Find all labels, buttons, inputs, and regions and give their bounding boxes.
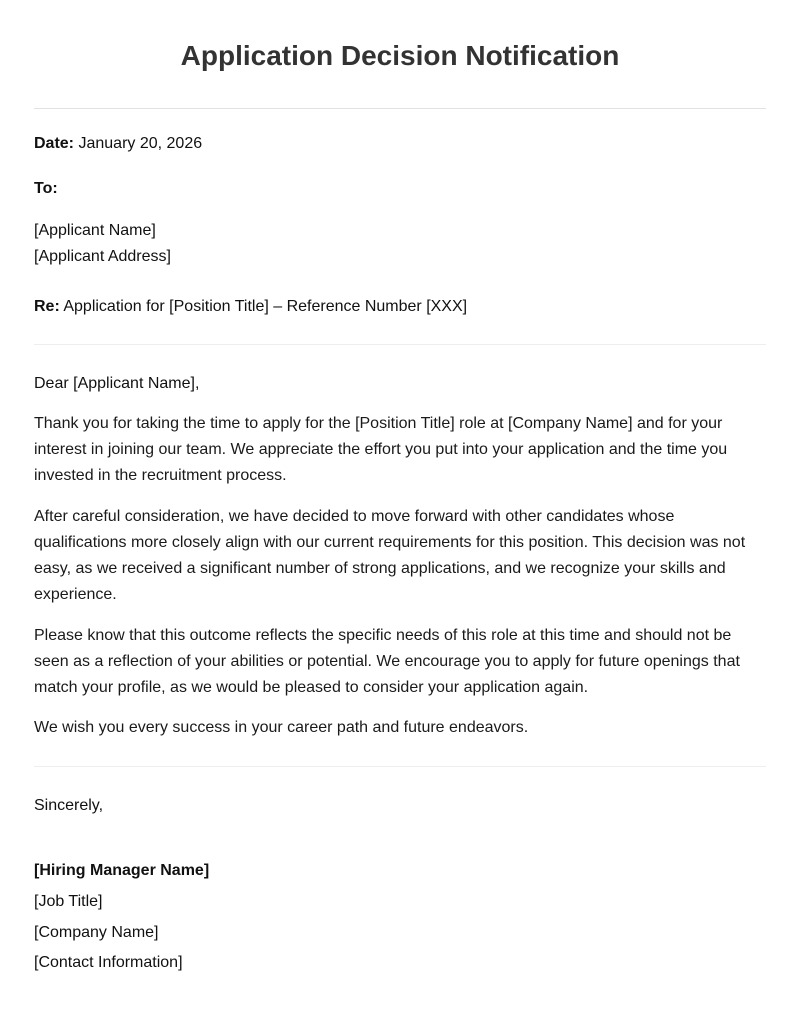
title-divider [34, 108, 766, 109]
to-line [34, 179, 58, 199]
applicant-name: [Applicant Name] [34, 222, 156, 239]
sign-off: Sincerely, [34, 797, 104, 814]
page-title: Application Decision Notification [180, 40, 620, 71]
salutation: Dear [Applicant Name], [34, 375, 200, 392]
applicant-address: [Applicant Address] [34, 248, 171, 265]
signer-contact: [Contact Information] [34, 954, 183, 971]
signer-job-title: [Job Title] [34, 893, 103, 910]
to-label: To: [34, 180, 58, 197]
date-line [34, 134, 202, 154]
signer-name [34, 861, 209, 881]
header-divider [34, 344, 766, 345]
date-label: Date: [34, 135, 75, 152]
date-value: January 20, 2026 [78, 135, 203, 152]
signer-name-text: [Hiring Manager Name] [34, 862, 210, 879]
re-value: Application for [Position Title] – Reference Number [XXX] [63, 298, 468, 315]
body-paragraph: Please know that this outcome reflects the specific needs of this role at this time and should not be seen as a reflection of your abilities or potential. We encourage you to apply for future openings that match your profile, as we would be pleased to consider your application again. [34, 627, 740, 696]
body-paragraph: Thank you for taking the time to apply for the [Position Title] role at [Company Name] and for your interest in joining our team. We appreciate the effort you put into your application and the time you invested in the recruitment process. [34, 415, 728, 484]
body-paragraph: We wish you every success in your career path and future endeavors. [34, 719, 529, 736]
signer-company: [Company Name] [34, 924, 159, 941]
re-line [34, 297, 467, 317]
body-divider [34, 766, 766, 767]
body-paragraph: After careful consideration, we have decided to move forward with other candidates whose qualifications more closely align with our current requirements for this position. This decision was not easy, as we received a significant number of strong applications, and we recognize your skills and experience. [34, 508, 746, 603]
re-label: Re: [34, 298, 60, 315]
